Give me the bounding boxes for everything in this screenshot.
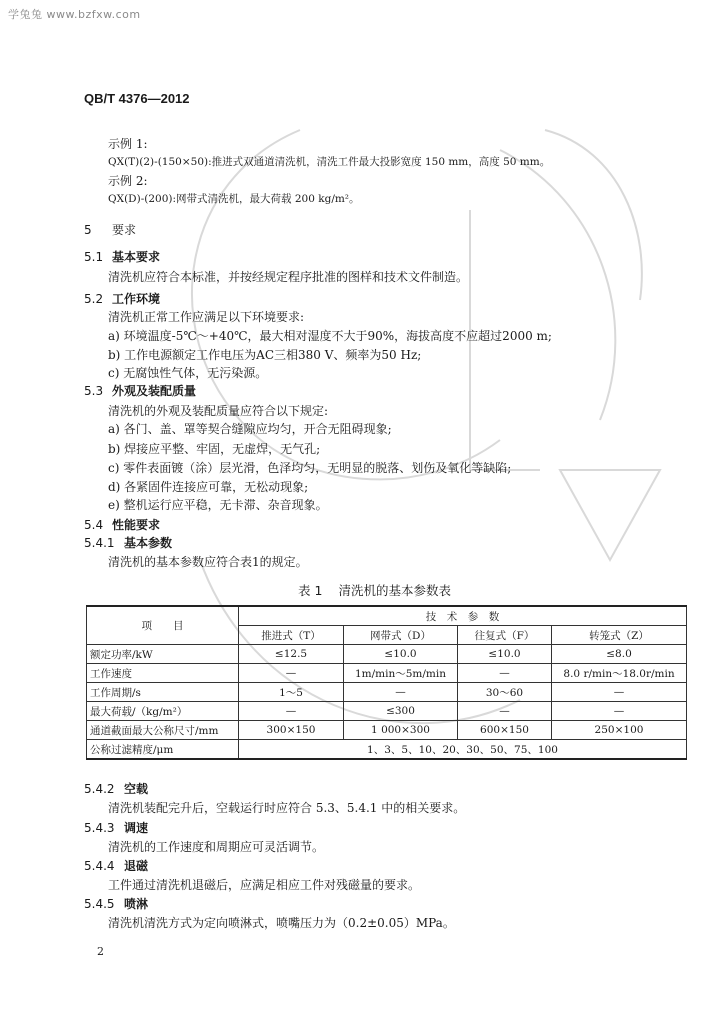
section-5-4-4-heading [84,857,148,874]
table-row [87,740,687,760]
list-item: e) 整机运行应平稳，无卡滞、杂音现象。 [108,498,328,512]
section-5-heading [84,221,136,238]
standard-header: QB/T 4376—2012 [84,91,190,106]
section-5-3-intro: 清洗机的外观及装配质量应符合以下规定: [108,404,329,418]
list-item: b) 工作电源额定工作电压为AC三相380 V、频率为50 Hz; [108,348,422,362]
table-row [87,664,687,683]
table-row [87,645,687,664]
table-cell: 1 000×300 [344,721,458,740]
table-cell: — [239,702,344,721]
section-title: 空载 [124,782,149,796]
table-cell: 30～60 [458,683,552,702]
section-number: 5.4.2 [84,782,115,796]
section-5-1-text: 清洗机应符合本标准，并按经规定程序批准的图样和技术文件制造。 [108,270,469,284]
section-5-4-2-text: 清洗机装配完升后，空载运行时应符合 5.3、5.4.1 中的相关要求。 [108,801,466,815]
table-row [87,721,687,740]
table-cell: — [552,702,687,721]
table-title: 清洗机的基本参数表 [338,583,451,598]
column-header-type: 转笼式（Z） [552,626,687,645]
column-header-group: 技 术 参 数 [239,606,687,626]
section-5-4-3-heading [84,819,148,836]
row-label: 通道截面最大公称尺寸/mm [87,721,239,740]
section-5-2-intro: 清洗机正常工作应满足以下环境要求: [108,310,305,324]
table-cell: 8.0 r/min～18.0r/min [552,664,687,683]
section-5-4-1-heading [84,534,172,551]
section-title: 工作环境 [112,292,161,306]
section-5-3-heading [84,382,196,399]
section-title: 调速 [124,821,149,835]
section-5-4-3-text: 清洗机的工作速度和周期应可灵活调节。 [108,840,325,854]
table-cell: — [458,664,552,683]
section-number: 5.1 [84,250,104,264]
basic-parameters-table [86,605,687,760]
section-number: 5.4.4 [84,859,115,873]
table-cell: 1m/min～5m/min [344,664,458,683]
section-number: 5.4.1 [84,536,115,550]
table-row [87,683,687,702]
section-5-2-heading [84,290,160,307]
section-5-4-1-text: 清洗机的基本参数应符合表1的规定。 [108,555,308,569]
list-item: c) 无腐蚀性气体，无污染源。 [108,366,268,380]
section-5-4-heading [84,516,160,533]
table-cell: ≤300 [344,702,458,721]
row-label: 工作速度 [87,664,239,683]
list-item: a) 环境温度-5℃～+40℃，最大相对湿度不大于90%，海拔高度不应超过2000 m; [108,329,552,343]
table-cell: — [344,683,458,702]
table-cell: ≤10.0 [344,645,458,664]
table-cell: 600×150 [458,721,552,740]
section-title: 喷淋 [124,897,149,911]
section-5-4-4-text: 工件通过清洗机退磁后，应满足相应工件对残磁量的要求。 [108,878,421,892]
column-header-type: 推进式（T） [239,626,344,645]
table-number: 表 1 [298,583,323,598]
table-cell: — [552,683,687,702]
section-5-1-heading [84,248,160,265]
table-cell: 250×100 [552,721,687,740]
row-label: 工作周期/s [87,683,239,702]
section-number: 5.4.5 [84,897,115,911]
table-header-row [87,606,687,626]
table-cell: 1、3、5、10、20、30、50、75、100 [239,740,687,760]
section-title: 性能要求 [112,518,161,532]
example-2-text: QX(D)-(200):网带式清洗机，最大荷载 200 kg/m²。 [108,193,360,205]
section-5-4-5-text: 清洗机清洗方式为定向喷淋式，喷嘴压力为（0.2±0.05）MPa。 [108,916,455,930]
table-cell: ≤8.0 [552,645,687,664]
example-2-label: 示例 2: [108,174,148,188]
example-1-label: 示例 1: [108,137,148,151]
column-header-type: 网带式（D） [344,626,458,645]
column-header-type: 往复式（F） [458,626,552,645]
section-number: 5.4 [84,518,104,532]
table-cell: ≤10.0 [458,645,552,664]
page-number: 2 [97,945,104,958]
table-cell: 1～5 [239,683,344,702]
row-label: 额定功率/kW [87,645,239,664]
section-number: 5.3 [84,384,104,398]
row-label: 公称过滤精度/μm [87,740,239,760]
section-title: 基本参数 [124,536,173,550]
section-title: 外观及装配质量 [112,384,197,398]
list-item: a) 各门、盖、罩等契合缝隙应均匀，开合无阻碍现象; [108,422,392,436]
site-watermark: 学兔兔 www.bzfxw.com [8,8,141,21]
section-title: 退磁 [124,859,149,873]
table-row [87,702,687,721]
section-title: 基本要求 [112,250,161,264]
table-caption [298,581,451,599]
column-header-item: 项 目 [87,606,239,645]
section-number: 5.2 [84,292,104,306]
section-number: 5 [84,223,92,237]
section-title: 要求 [112,223,137,237]
row-label: 最大荷载/（kg/m²） [87,702,239,721]
section-number: 5.4.3 [84,821,115,835]
list-item: d) 各紧固件连接应可靠，无松动现象; [108,480,309,494]
section-5-4-5-heading [84,895,148,912]
table-cell: 300×150 [239,721,344,740]
section-5-4-2-heading [84,780,148,797]
list-item: c) 零件表面镀（涂）层光滑，色泽均匀，无明显的脱落、划伤及氧化等缺陷; [108,461,512,475]
example-1-text: QX(T)(2)-(150×50):推进式双通道清洗机，清洗工件最大投影宽度 150 mm，高度 50 mm。 [108,156,551,168]
table-cell: — [239,664,344,683]
table-cell: ≤12.5 [239,645,344,664]
list-item: b) 焊接应平整、牢固，无虚焊，无气孔; [108,442,321,456]
table-cell: — [458,702,552,721]
